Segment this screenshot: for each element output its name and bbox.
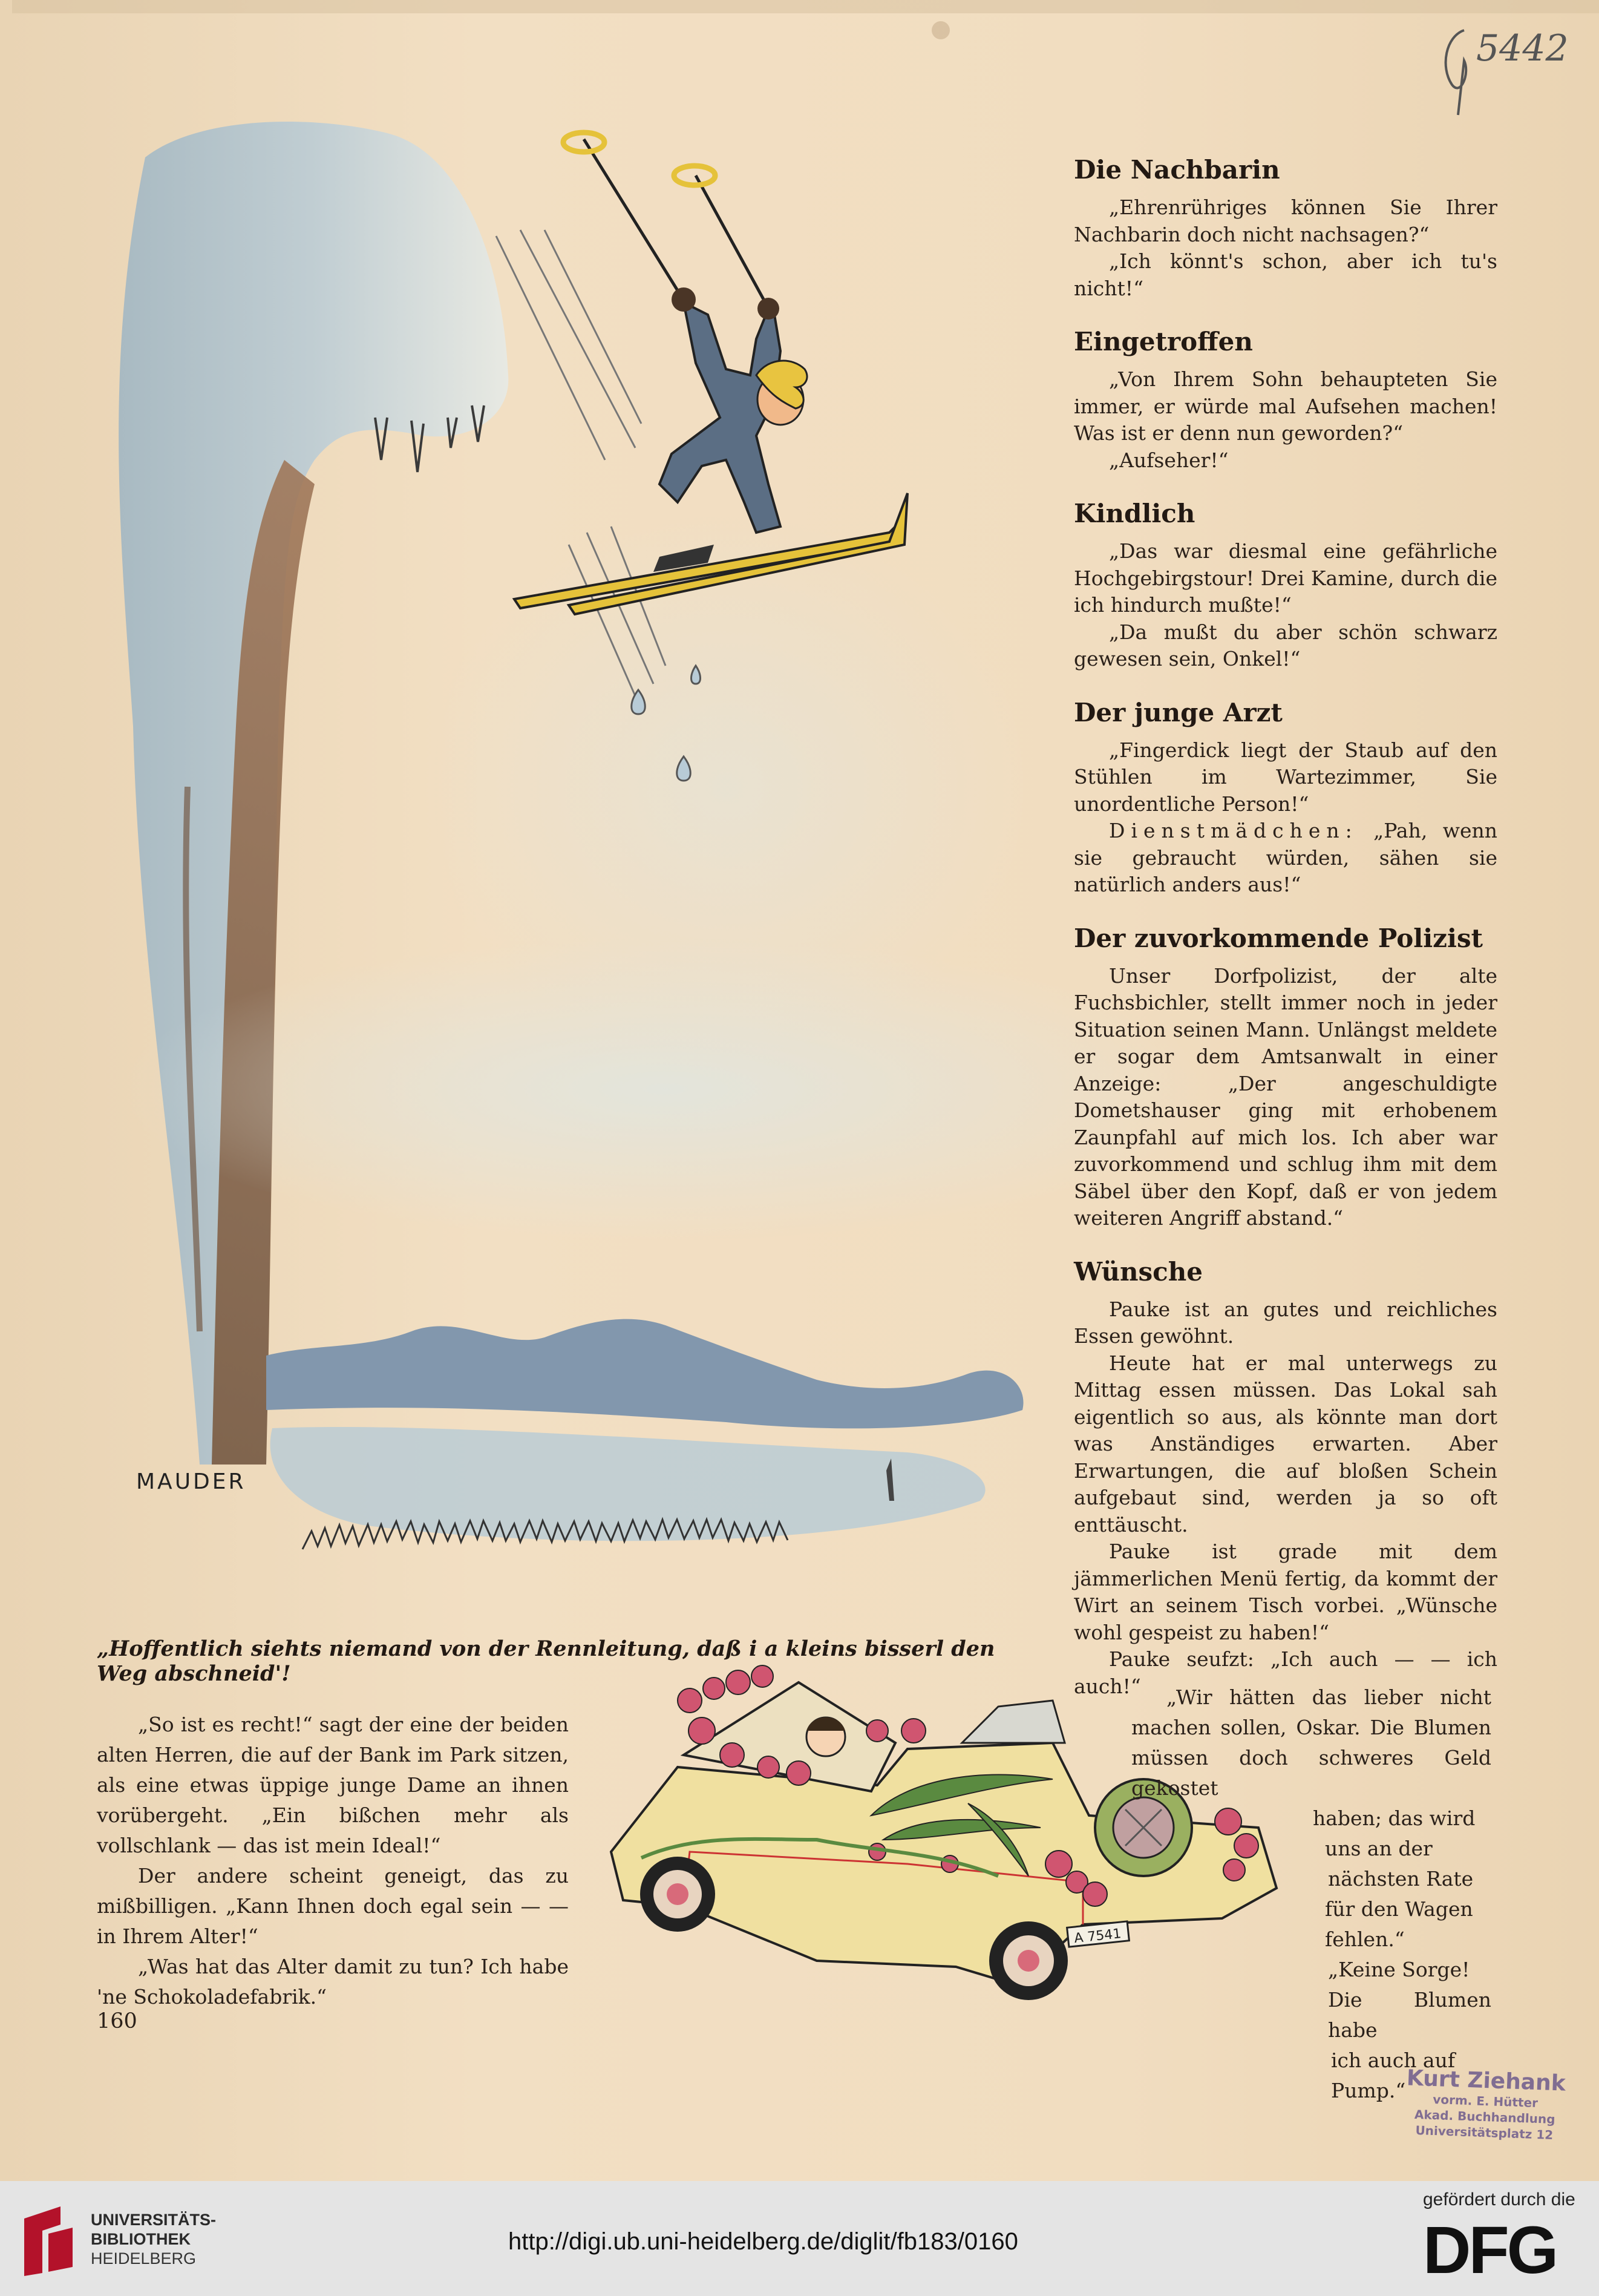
reply-text: „Pah, wenn sie gebraucht würden, sähen sie natürlich anders aus!“ [1074,819,1497,896]
joke-text: für den Wagen [1325,1897,1473,1921]
dfg-logo[interactable]: DFG [1423,2213,1557,2288]
joke-text: Der andere scheint geneigt, das zu mißbilligen. „Kann Ihnen doch egal sein — — in Ihrem Alter!“ [97,1864,569,1948]
joke-text: „Fingerdick liegt der Staub auf den Stühlen im Wartezimmer, Sie unordentliche Person!“ [1074,738,1497,816]
joke-blumen [1131,1682,1491,2106]
joke-text: „Ehrenrühriges können Sie Ihrer Nachbarin doch nicht nachsagen?“ [1074,195,1497,246]
joke-text: ich auch auf [1331,2048,1456,2072]
joke-title: Der junge Arzt [1074,697,1283,727]
bookseller-stamp: Kurt Ziehank vorm. E. Hütter Akad. Buchhandlung Universitätsplatz 12 [1406,2065,1566,2142]
joke-text: „Keine Sorge! [1328,1958,1470,1981]
joke-text: Heute hat er mal unterwegs zu Mittag essen müssen. Das Lokal sah eigentlich so aus, als könnte man dort was Anständiges erwarten. Aber Erwartungen, die auf bloßen Schein aufgebaut sind, werden ja so oft enttäuscht. [1074,1351,1497,1537]
joke-text: „So ist es recht!“ sagt der eine der beiden alten Herren, die auf der Bank im Park sitzen, als eine etwas üppige junge Dame an ihnen vorübergeht. „Ein bißchen mehr als vollschlank — das ist mein Ideal!“ [97,1713,569,1857]
joke-text: „Von Ihrem Sohn behaupteten Sie immer, er würde mal Aufsehen machen! Was ist er denn nun geworden?“ [1074,367,1497,445]
joke-title: Wünsche [1074,1256,1203,1287]
joke-text: „Ich könnt's schon, aber ich tu's nicht!“ [1074,249,1497,300]
page-number: 160 [97,2009,137,2033]
joke-text: „Da mußt du aber schön schwarz gewesen sein, Onkel!“ [1074,620,1497,671]
permalink-url[interactable]: http://digi.ub.uni-heidelberg.de/diglit/fb183/0160 [508,2228,1018,2255]
joke-text: fehlen.“ [1325,1927,1405,1951]
svg-text:5442: 5442 [1476,27,1569,70]
joke-text: Pump.“ [1331,2079,1406,2102]
joke-text: Pauke seufzt: „Ich auch — — ich auch!“ [1074,1647,1497,1698]
speaker-label: Dienstmädchen: [1109,819,1358,842]
joke-title: Eingetroffen [1074,327,1253,356]
joke-title: Kindlich [1074,499,1195,528]
joke-text: „Aufseher!“ [1109,448,1229,472]
joke-text: haben; das wird [1313,1806,1476,1830]
joke-text: „Was hat das Alter damit zu tun? Ich habe 'ne Schokoladefabrik.“ [97,1955,569,2009]
joke-title: Der zuvorkommende Polizist [1074,923,1483,953]
ub-heidelberg-logo-icon[interactable] [18,2200,79,2279]
joke-text: Pauke ist grade mit dem jämmerlichen Menü fertig, da kommt der Wirt an seinem Tisch vorbei. „Wünsche wohl gespeist zu haben!“ [1074,1540,1497,1644]
joke-text: „Wir hätten das lieber nicht machen sollen, Oskar. Die Blumen müssen doch schweres Geld gekostet [1131,1685,1491,1800]
illustration-caption: „Hoffentlich siehts niemand von der Rennleitung, daß i a kleins bisserl den Weg abschneid'! [97,1636,995,1686]
joke-text: nächsten Rate [1328,1867,1474,1891]
artist-signature: MAUDER [136,1469,246,1494]
joke-text: Die Blumen habe [1328,1988,1491,2042]
funding-label: gefördert durch die [1423,2189,1575,2209]
ub-heidelberg-label[interactable]: UNIVERSITÄTS- BIBLIOTHEK HEIDELBERG [91,2211,217,2268]
joke-text: uns an der [1325,1837,1433,1860]
joke-title: Die Nachbarin [1074,155,1280,185]
joke-text: „Das war diesmal eine gefährliche Hochgebirgstour! Drei Kamine, durch die ich hindurch mußte!“ [1074,539,1497,617]
viewer-footer [0,2181,1599,2296]
license-plate: A 7541 [1073,1926,1122,1947]
joke-text: Unser Dorfpolizist, der alte Fuchsbichler, stellt immer noch in jeder Situation seinen Mann. Unlängst meldete er sogar dem Amtsanwalt in einer Anzeige: „Der angeschuldigte Dometshauser ging mit erhobenem Zaunpfahl auf mich los. Ich aber war zuvorkommend und schlug ihm mit dem Säbel über den Kopf, daß er von jedem weiteren Angriff abstand.“ [1074,963,1497,1230]
joke-text: Pauke ist an gutes und reichliches Essen gewöhnt. [1074,1297,1497,1348]
